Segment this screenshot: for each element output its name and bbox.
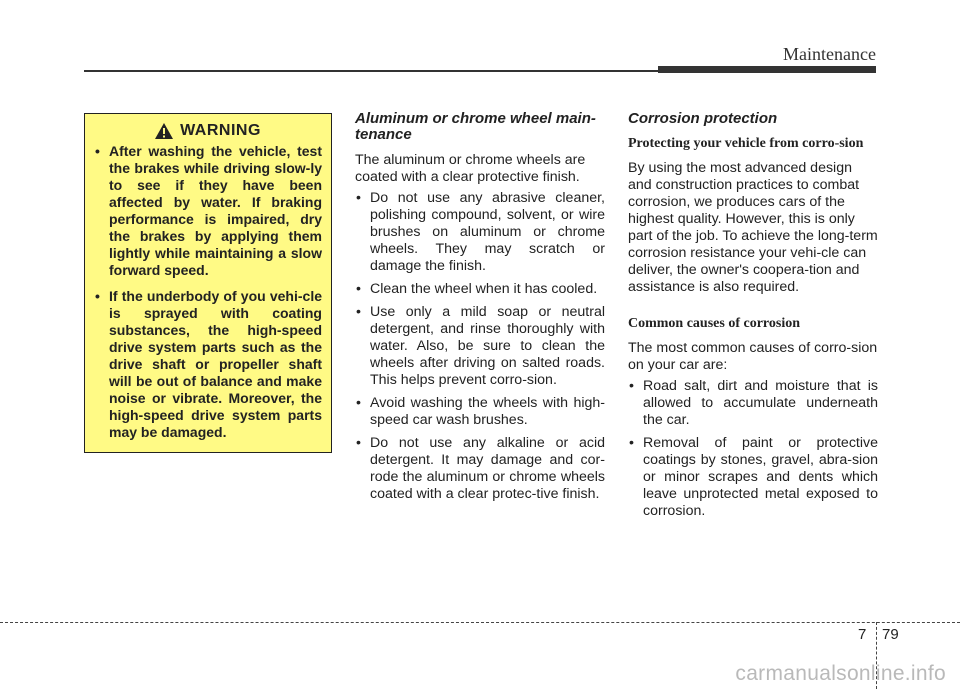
corrosion-causes-list bbox=[628, 378, 878, 520]
warning-box bbox=[84, 113, 332, 453]
wheel-maintenance-list bbox=[355, 190, 605, 503]
list-item: • Road salt, dirt and moisture that is allowed to accumulate underneath the car. bbox=[628, 378, 878, 429]
list-item: • Removal of paint or protective coatings by stones, gravel, abra-sion or minor scrapes and dents which leave unprotected metal exposed to corrosion. bbox=[628, 435, 878, 520]
list-item: • Avoid washing the wheels with high-speed car wash brushes. bbox=[355, 395, 605, 429]
header-rule-accent bbox=[658, 66, 876, 73]
corrosion-subheading-causes: Common causes of corrosion bbox=[628, 316, 801, 331]
header-rule bbox=[84, 70, 724, 72]
wheel-maintenance-heading: Aluminum or chrome wheel main-tenance bbox=[355, 110, 596, 143]
corrosion-heading: Corrosion protection bbox=[628, 110, 778, 127]
section-title: Maintenance bbox=[783, 44, 876, 64]
warning-item: • After washing the vehicle, test the brakes while driving slow-ly to see if they have been affected by water. If braking performance is impaired, dry the brakes by applying them lightly while maintaining a slow forward speed. bbox=[93, 143, 322, 279]
page-number: 79 bbox=[882, 626, 899, 643]
chapter-number: 7 bbox=[858, 626, 867, 643]
wheel-maintenance-column bbox=[355, 111, 605, 509]
list-item: • Do not use any alkaline or acid detergent. It may damage and cor-rode the aluminum or chrome wheels coated with a clear protec-tive finish. bbox=[355, 435, 605, 503]
footer-rule bbox=[0, 622, 960, 623]
corrosion-subheading-protecting: Protecting your vehicle from corro-sion bbox=[628, 136, 864, 151]
corrosion-causes-intro: The most common causes of corro-sion on your car are: bbox=[628, 340, 878, 373]
corrosion-column bbox=[628, 111, 878, 526]
warning-header bbox=[93, 122, 322, 140]
watermark: carmanualsonline.info bbox=[735, 662, 946, 685]
warning-list bbox=[93, 143, 322, 441]
list-item: • Do not use any abrasive cleaner, polishing compound, solvent, or wire brushes on aluminum or chrome wheels. They may scratch or damage the finish. bbox=[355, 190, 605, 275]
corrosion-paragraph: By using the most advanced design and construction practices to combat corrosion, we produces cars of the highest quality. However, this is only part of the job. To achieve the long-term corrosion resistance your vehi-cle can deliver, the owner's coopera-tion and assistance is also required. bbox=[628, 160, 878, 295]
warning-item: • If the underbody of you vehi-cle is sprayed with coating substances, the high-speed drive system parts such as the drive shaft or propeller shaft will be out of balance and make noise or vibrate. Moreover, the high-speed drive system parts may be damaged. bbox=[93, 288, 322, 441]
wheel-maintenance-intro: The aluminum or chrome wheels are coated with a clear protective finish. bbox=[355, 152, 586, 185]
list-item: • Clean the wheel when it has cooled. bbox=[355, 281, 605, 298]
warning-title: WARNING bbox=[180, 122, 261, 139]
list-item: • Use only a mild soap or neutral detergent, and rinse thoroughly with water. Also, be sure to clean the wheels after driving on salted roads. This helps prevent corro-sion. bbox=[355, 304, 605, 389]
warning-triangle-icon bbox=[154, 122, 174, 140]
